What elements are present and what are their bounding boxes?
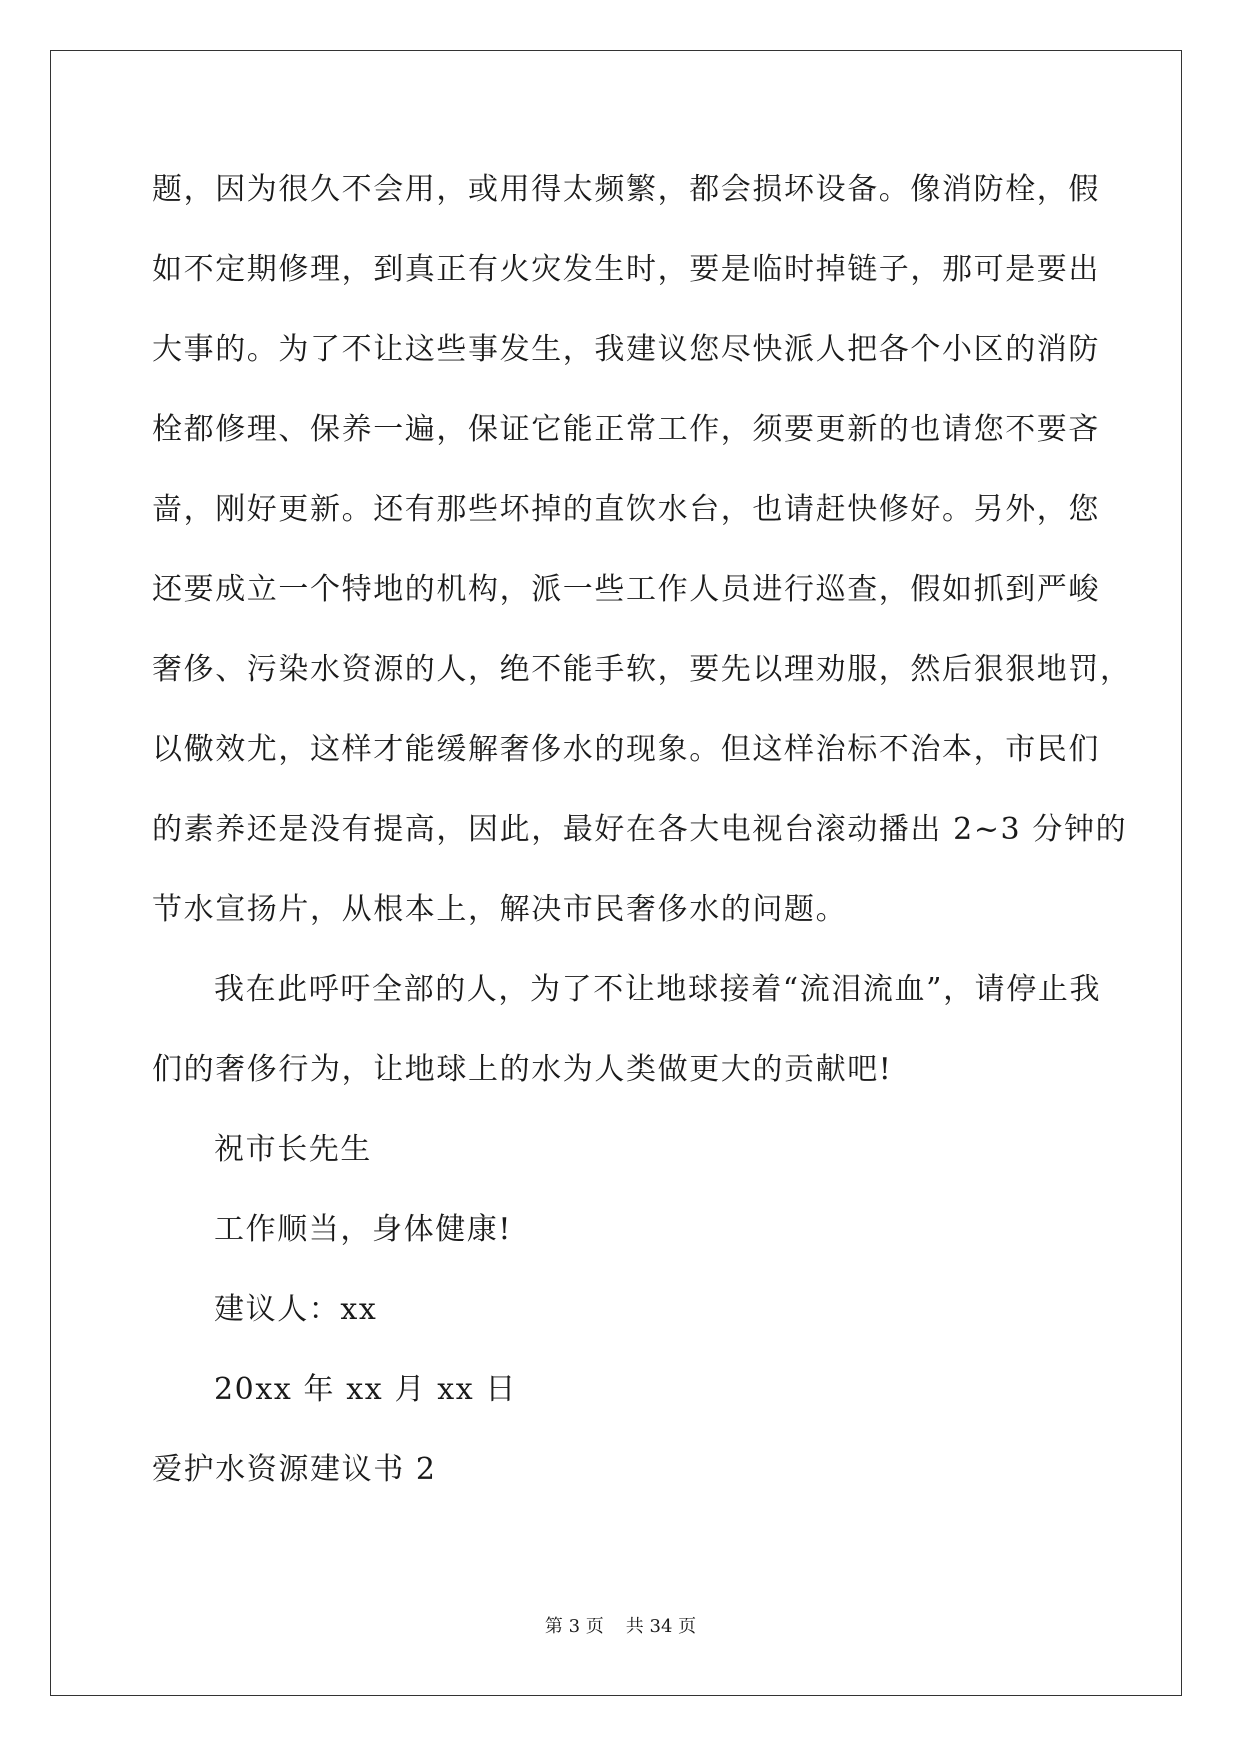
date-line: 20xx 年 xx 月 xx 日 bbox=[214, 1372, 517, 1407]
body-line: 栓都修理、保养一遍，保证它能正常工作，须要更新的也请您不要吝 bbox=[152, 412, 1100, 447]
body-line: 的素养还是没有提高，因此，最好在各大电视台滚动播出 2~3 分钟的 bbox=[152, 812, 1128, 847]
page-border bbox=[50, 50, 1182, 1696]
body-line: 节水宣扬片，从根本上，解决市民奢侈水的问题。 bbox=[152, 892, 848, 927]
body-line: 啬，刚好更新。还有那些坏掉的直饮水台，也请赶快修好。另外，您 bbox=[152, 492, 1100, 527]
body-line: 们的奢侈行为，让地球上的水为人类做更大的贡献吧! bbox=[152, 1052, 893, 1087]
section-heading: 爱护水资源建议书 2 bbox=[152, 1452, 437, 1487]
closing-salutation: 祝市长先生 bbox=[214, 1132, 372, 1167]
body-line: 还要成立一个特地的机构，派一些工作人员进行巡查，假如抓到严峻 bbox=[152, 572, 1100, 607]
body-line: 题，因为很久不会用，或用得太频繁，都会损坏设备。像消防栓，假 bbox=[152, 172, 1100, 207]
body-line: 大事的。为了不让这些事发生，我建议您尽快派人把各个小区的消防 bbox=[152, 332, 1100, 367]
body-line: 如不定期修理，到真正有火灾发生时，要是临时掉链子，那可是要出 bbox=[152, 252, 1100, 287]
page-footer bbox=[0, 1615, 1241, 1639]
page-number: 第 3 页 bbox=[544, 1616, 604, 1637]
body-line: 以儆效尤，这样才能缓解奢侈水的现象。但这样治标不治本，市民们 bbox=[152, 732, 1100, 767]
closing-wish: 工作顺当，身体健康! bbox=[214, 1212, 513, 1247]
paragraph-line: 我在此呼吁全部的人，为了不让地球接着“流泪流血”，请停止我 bbox=[214, 972, 1102, 1007]
signature-line: 建议人：xx bbox=[214, 1292, 378, 1327]
page-total: 共 34 页 bbox=[625, 1616, 697, 1637]
body-line: 奢侈、污染水资源的人，绝不能手软，要先以理劝服，然后狠狠地罚， bbox=[152, 652, 1132, 687]
